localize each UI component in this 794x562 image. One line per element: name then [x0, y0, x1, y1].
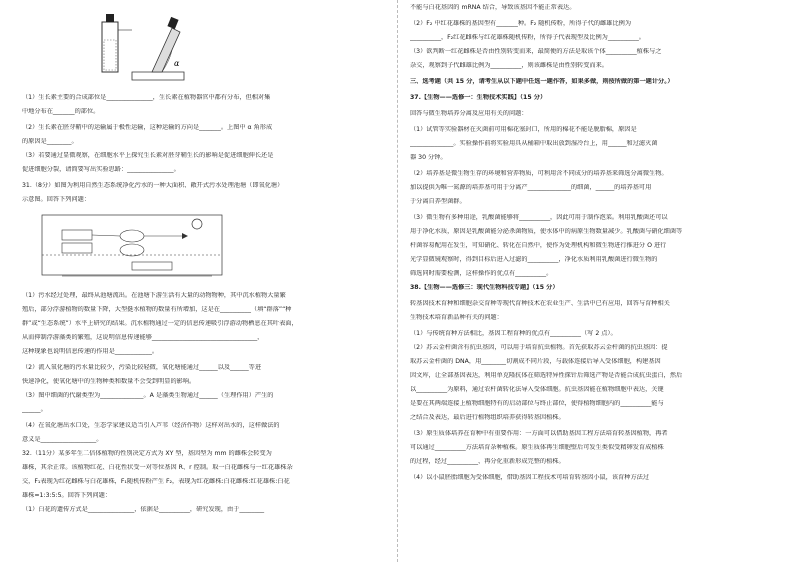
text-line: （1）试管等实验器材在灭菌前可用棉花塞封口，所用的棉花不能是脱脂棉，原因是: [410, 126, 637, 133]
text-line: （2）流入氧化塘的污水量比较少，污染比较轻微，氧化塘能通过______以及______等进: [22, 364, 262, 371]
text-line: 以__________为原料，通过农杆菌转化法导入受体细胞。抗虫基因能在植物细胞中表达，关键: [410, 386, 664, 393]
text-line: 的过程，经过__________、再分化重新形成完整的植株。: [410, 458, 565, 465]
right-column: [410, 0, 778, 562]
alpha-label: α: [174, 59, 180, 68]
text-line: 38.【生物——选修三：现代生物科技专题】（15 分）: [410, 284, 559, 291]
text-line: （1）生长素主要的合成部位是_______________，生长素在植物器官中都有分布，但相对集: [22, 94, 271, 101]
text-line: （3）图中细菌的代谢类型为______________。A 是藻类生物通过______（生理作用）产生的: [22, 392, 274, 399]
text-line: 的原因是________。: [22, 138, 78, 145]
text-line: 意义是__________________。: [22, 436, 103, 443]
text-line: 转基因技术育种和细胞杂交育种等现代育种技术在农业生产、生活中已有应用，回答与育种相关: [410, 300, 670, 307]
text-line: （1）白花的遗传方式是_______________，依据是__________，研究发现，由于________: [22, 506, 265, 513]
text-line: ______________。实验操作前将实验用具从桶箱中取出放到湿冷台上，用______和过滤灭菌: [410, 140, 658, 147]
text-line: 加以提供为唯一氮源的培养基可用于分离产______________的细菌，______的培养基可用: [410, 184, 652, 191]
text-line: 37.【生物——选修一：生物技术实践】（15 分）: [410, 94, 547, 101]
text-line: （3）若要通过显微观察，在细胞水平上探究生长素对胚芽鞘生长的影响是促进细胞伸长还是: [22, 152, 274, 159]
text-line: 生物技术培育新品种有关的问题：: [410, 314, 503, 321]
text-line: 因文库，让全部基因表达，利用单克隆抗体在筛选特异性探针后筛选产物是否能合成抗虫蛋白，然后: [410, 372, 683, 379]
text-line: 筛选同时需要检测，这样操作的优点有__________。: [410, 270, 553, 277]
text-line: 这种现象也说明信息传递的作用是____________。: [22, 348, 159, 355]
left-column: [22, 0, 384, 562]
text-line: （2）苏云金杆菌含有抗虫基因，可以用于培育抗虫植物。首先获取苏云金杆菌的抗虫基因：提: [410, 344, 668, 351]
text-line: 三、选考题（共 15 分，请考生从以下题中任选一题作答，如果多做，则按所做的第一题计分。）: [410, 78, 674, 85]
text-line: （3）微生物有多种用途，乳酸菌能够将__________，因此可用于制作泡菜。利用乳酸菌还可以: [410, 214, 668, 221]
text-line: 杆菌容易配用在发生，可知硝化、转化在自然中，使作为处理机构和微生物进行推进分 O 进行: [410, 242, 667, 249]
text-line: 光学显微镜观察时，得到目标后进入过滤的__________，净化水质利用乳酸菌进行微生物的: [410, 256, 658, 263]
text-line: 杂交，观察到子代雌雄比例为__________，则该雌株是由性别转变而来。: [410, 62, 608, 69]
text-line: 雄株=1:3:5:5。回答下列问题：: [22, 492, 112, 499]
coleoptile-figure: [92, 0, 187, 92]
text-line: 用于净化水质，原因是乳酸菌能分泌杀菌物质，使水体中的病原生物数量减少。乳酸菌与硝化细菌等: [410, 228, 683, 235]
text-line: 群”或“生态系统”）水平上研究的结果。沉水植物通过一定的信息传递吸引浮游动物栖息在其叶表面，: [22, 320, 298, 327]
text-line: 可以通过__________方法培育杂种植株。原生质体再生细胞壁后可发生类似受精卵发育成植株: [410, 444, 664, 451]
text-line: 32.（11分）某多年生二倍体植物的性别决定方式为 XY 型，基因型为 mm 的雌株会转变为: [22, 450, 272, 457]
text-line: （2）培养基是微生物生存的环境和营养物质，可利用含不同成分的培养基来筛选分离微生物。: [410, 170, 668, 177]
text-line: （1）与传统育种方法相比，基因工程育种的优点有__________（写 2 点）。: [410, 330, 617, 337]
text-line: 快速净化，使氧化塘中的生物种类和数量不会受到明显的影响。: [22, 378, 196, 385]
text-line: （1）污水经过处理，最终从池塘流出。在池塘下游生活有大量的动物物种，其中沉水植物大量繁: [22, 292, 286, 299]
text-line: 31.（8分）如图为利用自然生态系统净化污水的一种大面积、敞开式污水处理池塘（即氧化塘）: [22, 182, 284, 189]
oxidation-pond-figure: [22, 210, 242, 285]
text-line: （4）以小鼠胚胎细胞为受体细胞，借助基因工程技术可培育转基因小鼠，该育种方法过: [410, 474, 650, 481]
text-line: 于分离自养型菌群。: [410, 198, 466, 205]
text-line: 取苏云金杆菌的 DNA，用________切割成不同片段，与载体连接后导入受体细胞，构建基因: [410, 358, 661, 365]
column-divider: [397, 0, 399, 562]
text-line: ______。: [22, 406, 47, 413]
text-line: 交，F₁表现为红花雌株与白花雄株，F₁随机传粉产生 F₂，表现为红花雌株:白花雌株:红花雄株:白花: [22, 478, 290, 485]
text-line: 不能与白花基因的 mRNA 结合，导致该基因不能正常表达。: [410, 4, 576, 11]
text-line: 雄株，其余正常。该植物红花、白花性状受一对等位基因 R、r 控制。取一白花雌株与一红花雄株杂: [22, 464, 293, 471]
text-line: 回答与微生物培养分离及应用有关的问题：: [410, 110, 528, 117]
text-line: 殖后，部分浮游植物的数量下降，大型挺水植物的数量有所增加，这是在__________（填“群落”“种: [22, 306, 292, 313]
text-line: 示意图。回答下列问题：: [22, 196, 91, 203]
text-line: 从而抑制浮游藻类的繁殖，这说明信息传递能够__________________________________，: [22, 334, 264, 341]
text-line: 中地分布在_______的部位。: [22, 108, 100, 115]
text-line: （3）欲判断一红花雌株是否由性别转变而来，最简便的方法是取该个体__________植株与之: [410, 48, 662, 55]
text-line: __________，F₂红花雌株与红花雄株随机传粉，所得子代表现型及比例为__________。: [410, 34, 645, 41]
text-line: 促进细胞分裂，请简要写出实验思路：_______________。: [22, 166, 180, 173]
text-line: （4）在氧化塘出水口处，生态学家建议适当引入芦苇（经济作物）这样对出水的，这样做法的: [22, 422, 280, 429]
text-line: 器 30 分钟。: [410, 154, 447, 161]
text-line: （3）原生质体培养在育种中有重要作用：一方面可以借助基因工程方法培育转基因植物，再者: [410, 430, 668, 437]
text-line: 是要在其两端连接上植物细胞特有的启动部位与终止部位，使得植物细胞内的__________能与: [410, 400, 664, 407]
text-line: （2）F₂ 中红花雄株的基因型有_______种。F₂ 随机传粉，所得子代的雌雄比例为: [410, 20, 632, 27]
text-line: （2）生长素在胚芽鞘中的运输属于极性运输，这种运输的方向是_______。上图中 α 角形成: [22, 124, 273, 131]
text-line: 之结合及表达，最后进行植物组织培养获得转基因植株。: [410, 414, 565, 421]
